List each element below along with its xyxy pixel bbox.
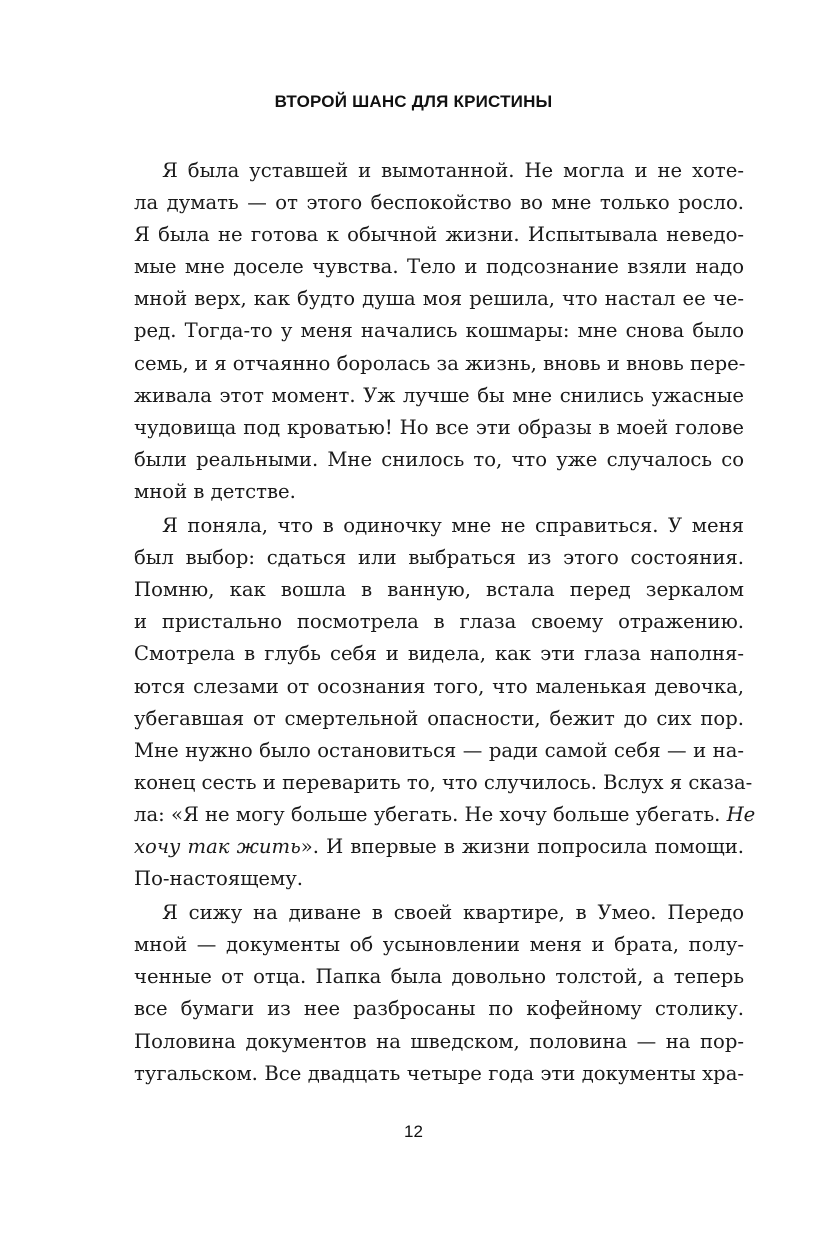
- text-line: ла думать — от этого беспокойство во мне только росло.: [134, 191, 744, 215]
- text-line: Я была уставшей и вымотанной. Не могла и не хоте-: [162, 159, 744, 182]
- text-line: семь, и я отчаянно боролась за жизнь, вновь и вновь пере-: [134, 351, 746, 375]
- text-line: Помню, как вошла в ванную, встала перед зеркалом: [134, 578, 744, 602]
- text-line: и пристально посмотрела в глаза своему отражению.: [134, 610, 744, 634]
- text-line: все бумаги из нее разбросаны по кофейному столику.: [134, 997, 744, 1021]
- text-line: Половина документов на шведском, половина — на пор-: [134, 1029, 744, 1053]
- paragraph-2: [134, 510, 756, 895]
- text-line: были реальными. Мне снилось то, что уже случалось со: [134, 447, 744, 471]
- body-text: [134, 155, 756, 1092]
- text-line: ред. Тогда-то у меня начались кошмары: мне снова было: [134, 319, 744, 343]
- page-number: 12: [404, 1122, 423, 1141]
- text-line: мые мне доселе чувства. Тело и подсознание взяли надо: [134, 255, 744, 279]
- running-head: ВТОРОЙ ШАНС ДЛЯ КРИСТИНЫ: [274, 92, 553, 111]
- text-line-mixed: [134, 831, 744, 863]
- text-line: По-настоящему.: [134, 867, 304, 891]
- text-line: был выбор: сдаться или выбраться из этого состояния.: [134, 546, 744, 570]
- text-line: мной верх, как будто душа моя решила, что настал ее че-: [134, 287, 744, 311]
- text-line: мной — документы об усыновлении меня и брата, полу-: [134, 933, 744, 957]
- text-line: живала этот момент. Уж лучше бы мне снились ужасные: [134, 383, 744, 407]
- paragraph-3: [134, 897, 744, 1090]
- text-line: Смотрела в глубь себя и видела, как эти глаза наполня-: [134, 642, 744, 666]
- text-line: Я поняла, что в одиночку мне не справиться. У меня: [162, 514, 744, 538]
- paragraph-1: [134, 155, 744, 508]
- text-line: Я была не готова к обычной жизни. Испытывала неведо-: [134, 223, 744, 247]
- text-line: ются слезами от осознания того, что маленькая девочка,: [134, 674, 744, 698]
- text-run: ла: «Я не могу больше убегать. Не хочу больше убегать.: [134, 802, 721, 826]
- text-line: мной в детстве.: [134, 479, 296, 503]
- text-line: Мне нужно было остановиться — ради самой себя — и на-: [134, 738, 744, 762]
- italic-run: хочу так жить: [134, 834, 301, 858]
- text-line: чудовища под кроватью! Но все эти образы в моей голове: [134, 415, 744, 439]
- text-line-mixed: [134, 799, 756, 831]
- text-line: ченные от отца. Папка была довольно толстой, а теперь: [134, 965, 744, 989]
- text-line: тугальском. Все двадцать четыре года эти документы хра-: [134, 1061, 744, 1085]
- text-line: конец сесть и переварить то, что случилось. Вслух я сказа-: [134, 770, 753, 794]
- text-line: убегавшая от смертельной опасности, бежит до сих пор.: [134, 706, 744, 730]
- text-run: ». И впервые в жизни попросила помощи.: [300, 834, 744, 858]
- italic-run: Не: [726, 802, 756, 826]
- text-line: Я сижу на диване в своей квартире, в Умео. Передо: [162, 901, 744, 925]
